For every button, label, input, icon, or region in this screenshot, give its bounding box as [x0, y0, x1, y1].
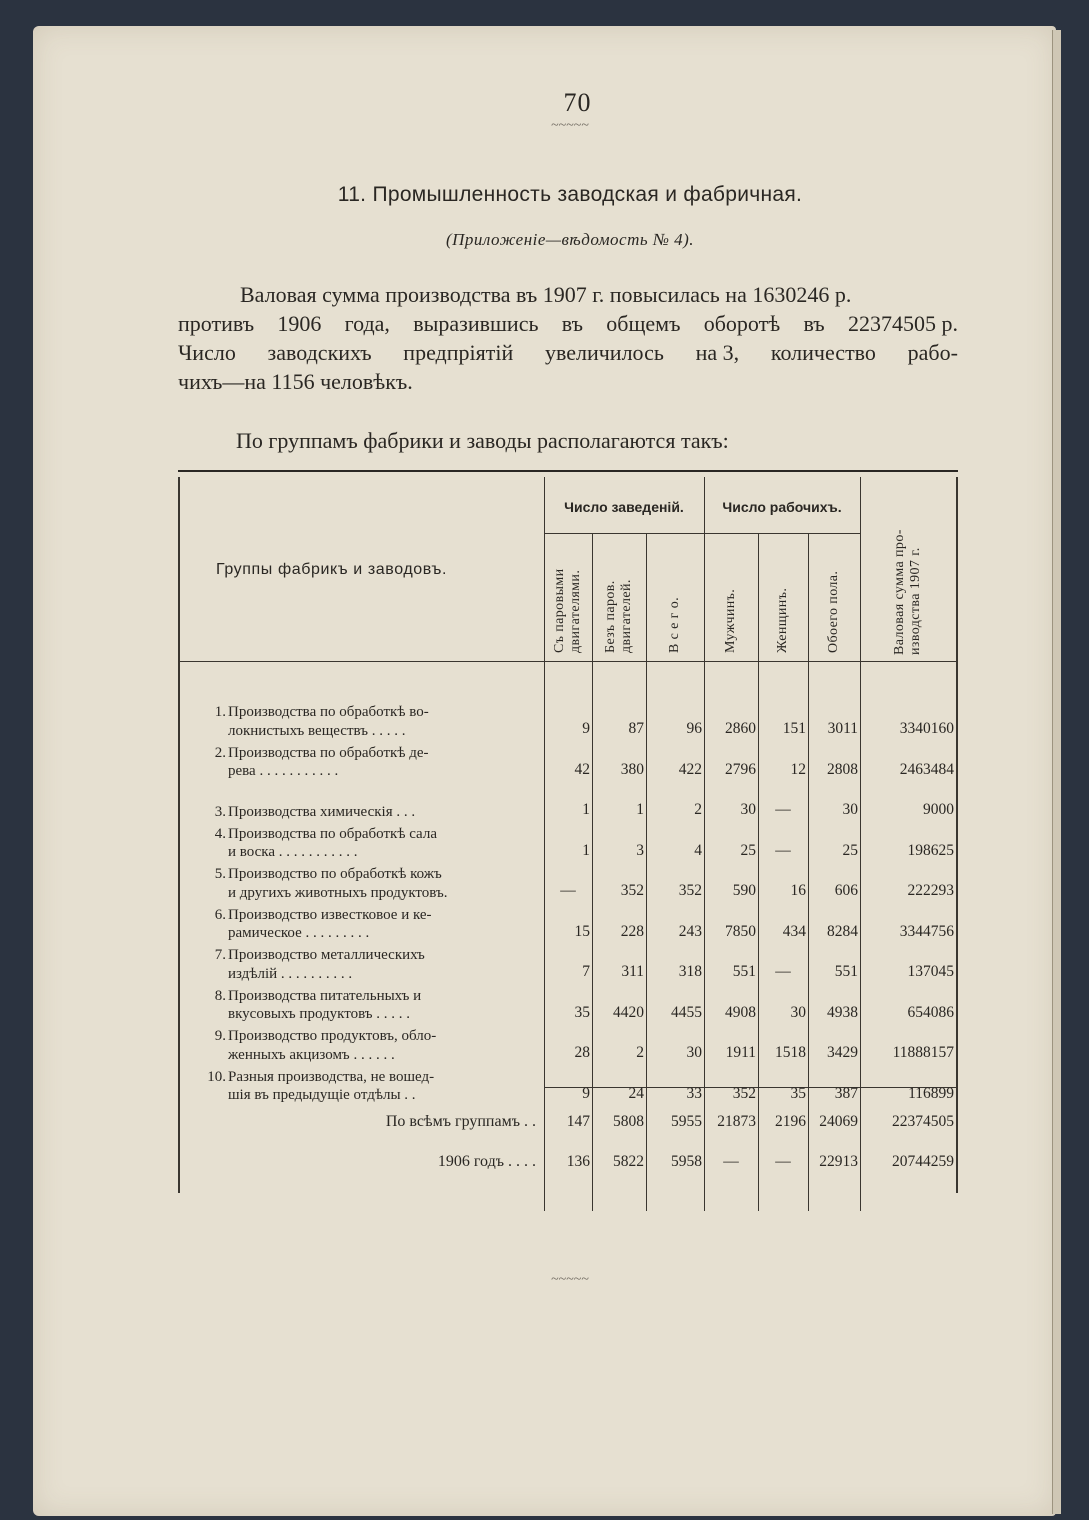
totals-cell: — [723, 1153, 739, 1170]
group-workers-header: Число рабочихъ. [722, 499, 842, 515]
row-header: Группы фабрикъ и заводовъ. [216, 561, 447, 578]
row-label-line: и воска . . . . . . . . . . . [228, 844, 358, 860]
table-cell: 4 [694, 841, 702, 859]
table-cell: 8284 [827, 922, 858, 940]
table-cell: 7 [582, 963, 590, 980]
table-cell: 590 [732, 882, 756, 899]
table-cell: 551 [834, 963, 858, 980]
table-cell: 116899 [908, 1084, 954, 1102]
table-cell: 15 [574, 922, 590, 940]
table-cell: 96 [686, 720, 702, 737]
table-cell: 606 [834, 882, 858, 899]
table-cell: 311 [621, 963, 644, 980]
paragraph-word: Число [178, 340, 236, 365]
table-cell: 4938 [827, 1003, 858, 1021]
table-cell: 87 [628, 720, 644, 737]
table-cell: 151 [782, 720, 806, 737]
table-cell: 1518 [775, 1044, 806, 1061]
table-cell: 30 [740, 801, 756, 818]
row-label-line: издѣлій . . . . . . . . . . [228, 965, 353, 982]
header-bottom-rule [178, 661, 958, 662]
totals-cell: 147 [566, 1113, 590, 1130]
totals-cell: 5958 [671, 1153, 702, 1170]
table-cell: 3344756 [899, 922, 954, 940]
table-cell: 1911 [725, 1044, 756, 1061]
row-number: 4. [214, 825, 226, 842]
row-label-line: Производства по обработкѣ де- [228, 744, 429, 761]
column-header: Валовая сумма про- изводства 1907 г. [892, 529, 923, 655]
table-cell: 3011 [827, 720, 858, 737]
column-header: В с е г о. [667, 596, 682, 653]
row-label-line: Производства по обработкѣ сала [228, 825, 437, 842]
top-ornament: ~~~~~ [551, 118, 589, 133]
paragraph-word: въ [803, 311, 825, 336]
column-header: Съ паровыми двигателями. [552, 568, 583, 653]
totals-cell: 136 [566, 1153, 590, 1170]
paragraph-word: выразившись [413, 311, 539, 336]
paragraph-word: общемъ [606, 311, 681, 336]
totals-cell: — [775, 1153, 791, 1170]
column-rule [808, 533, 809, 1211]
paragraph-line: чихъ—на 1156 человѣкъ. [178, 369, 413, 394]
table-cell: — [560, 882, 576, 899]
table-cell: 30 [842, 801, 858, 818]
table-cell: 1 [582, 801, 590, 818]
bottom-ornament: ~~~~~ [551, 1272, 589, 1287]
row-label-line: Производства питательныхъ и [228, 987, 422, 1004]
statistics-table [178, 477, 958, 1193]
paragraph-word: заводскихъ [267, 340, 372, 365]
table-cell: 2 [636, 1044, 644, 1061]
totals-cell: 21873 [717, 1113, 756, 1130]
column-header: Безъ паров. двигателей. [603, 579, 634, 653]
table-cell: 28 [574, 1044, 590, 1061]
paragraph-line [178, 338, 958, 367]
paragraph-word: предпріятій [403, 340, 514, 365]
table-cell: 222293 [907, 882, 954, 899]
row-number: 2. [214, 744, 226, 761]
row-number: 3. [214, 803, 226, 820]
table-cell: 11888157 [892, 1044, 954, 1061]
group-establishments-header: Число заведеній. [564, 499, 684, 515]
totals-cell: 5808 [613, 1113, 644, 1130]
row-label-line: рамическое . . . . . . . . . [228, 925, 370, 941]
table-cell: 3429 [827, 1044, 858, 1061]
table-top-rule [178, 470, 958, 472]
table-cell: 9 [582, 1084, 590, 1102]
row-number: 8. [214, 987, 226, 1004]
table-cell: 33 [686, 1084, 702, 1102]
paragraph-word: оборотѣ [703, 311, 781, 336]
column-rule [758, 533, 759, 1211]
table-cell: 16 [790, 882, 806, 899]
table-cell: 2860 [725, 720, 756, 737]
row-number: 7. [214, 947, 226, 963]
table-cell: — [775, 963, 791, 980]
column-header: Обоего пола. [826, 570, 841, 653]
table-cell: 198625 [907, 841, 954, 859]
table-left-border [178, 477, 180, 1193]
table-cell: 1 [636, 801, 644, 818]
table-cell: 352 [620, 882, 644, 899]
table-cell: 243 [678, 922, 702, 940]
paragraph-word: количество [770, 340, 876, 365]
table-cell: 352 [732, 1084, 756, 1102]
table-cell: 2796 [725, 760, 756, 778]
table-cell: 9 [582, 720, 590, 737]
row-label-line: шія въ предыдущіе отдѣлы . . [228, 1087, 416, 1103]
row-label-line: Производства по обработкѣ во- [228, 704, 429, 720]
row-label-line: вкусовыхъ продуктовъ . . . . . [228, 1006, 411, 1022]
table-cell: 2463484 [899, 760, 954, 778]
table-cell: 434 [782, 922, 806, 940]
paragraph-line [178, 309, 958, 338]
totals-cell: 5955 [671, 1113, 702, 1130]
paragraph-word: рабо- [907, 340, 958, 365]
table-cell: 228 [620, 922, 644, 940]
row-label-line: Производство по обработкѣ кожъ [228, 866, 442, 882]
row-number: 5. [214, 866, 226, 882]
table-cell: 30 [790, 1003, 806, 1021]
column-header: Мужчинъ. [723, 588, 738, 653]
row-label-line: Производство продуктовъ, обло- [228, 1028, 437, 1044]
row-label-line: женныхъ акцизомъ . . . . . . [228, 1046, 395, 1063]
row-label-line: Производство известковое и ке- [228, 906, 432, 923]
paragraph-word: на 3, [695, 340, 740, 365]
paragraph-line: Валовая сумма производства въ 1907 г. повысилась на 1630246 р. [240, 282, 852, 307]
column-header: Женщинъ. [775, 587, 790, 653]
totals-label: По всѣмъ группамъ . . [385, 1113, 536, 1130]
table-cell: 42 [574, 760, 590, 778]
table-cell: — [775, 841, 791, 859]
paragraph-word: 22374505 р. [847, 311, 958, 336]
paragraph-word: увеличилось [544, 340, 664, 365]
row-number: 9. [214, 1028, 226, 1044]
column-rule [592, 533, 593, 1211]
row-label-line: Производства химическія . . . [228, 803, 416, 820]
table-cell: 422 [678, 760, 702, 778]
table-cell: 35 [790, 1084, 806, 1102]
totals-cell: 22913 [819, 1153, 858, 1170]
table-cell: 25 [842, 841, 858, 859]
table-cell: 3340160 [899, 720, 954, 737]
paragraph-word: года, [344, 311, 390, 336]
totals-cell: 20744259 [892, 1153, 954, 1170]
paragraph-word: противъ [178, 311, 255, 336]
table-cell: 137045 [907, 963, 954, 980]
row-label-line: и другихъ животныхъ продуктовъ. [228, 884, 448, 901]
row-number: 6. [214, 906, 226, 923]
row-number: 10. [207, 1068, 226, 1085]
row-label-line: Производство металлическихъ [228, 947, 425, 963]
table-cell: 654086 [907, 1003, 954, 1021]
table-cell: 9000 [923, 801, 954, 818]
page-number: 70 [563, 88, 592, 117]
table-cell: 551 [732, 963, 756, 980]
table-cell: 4908 [725, 1003, 756, 1021]
totals-cell: 22374505 [892, 1113, 954, 1130]
table-cell: 7850 [725, 922, 756, 940]
table-cell: 12 [790, 760, 806, 778]
paragraph-word: въ [561, 311, 583, 336]
table-cell: 4455 [671, 1003, 702, 1021]
column-rule [646, 533, 647, 1211]
paragraph-word: 1906 [277, 311, 322, 336]
table-cell: 35 [574, 1003, 590, 1021]
totals-cell: 24069 [819, 1113, 858, 1130]
table-cell: 4420 [613, 1003, 644, 1021]
table-cell: — [775, 801, 791, 818]
row-label-line: Разныя производства, не вошед- [228, 1068, 435, 1085]
page-edge [1052, 30, 1061, 1514]
table-cell: 3 [636, 841, 644, 859]
table-cell: 30 [686, 1044, 702, 1061]
row-label-line: локнистыхъ веществъ . . . . . [228, 722, 406, 739]
table-cell: 24 [628, 1084, 644, 1102]
table-cell: 318 [678, 963, 702, 980]
totals-cell: 5822 [613, 1153, 644, 1170]
table-right-border [956, 477, 958, 1193]
section-title: 11. Промышленность заводская и фабричная. [337, 183, 803, 206]
table-intro: По группамъ фабрики и заводы располагаются такъ: [236, 428, 729, 453]
table-cell: 352 [678, 882, 702, 899]
table-cell: 1 [582, 841, 590, 859]
row-label-line: рева . . . . . . . . . . . [228, 763, 339, 779]
totals-cell: 2196 [775, 1113, 806, 1130]
table-cell: 25 [740, 841, 756, 859]
section-subtitle: (Приложеніе—вѣдомость № 4). [445, 230, 695, 249]
body-paragraph [178, 280, 958, 396]
table-cell: 2808 [827, 760, 858, 778]
table-cell: 2 [694, 801, 702, 818]
row-number: 1. [214, 704, 226, 720]
table-cell: 387 [834, 1084, 858, 1102]
table-cell: 380 [620, 760, 644, 778]
totals-label: 1906 годъ . . . . [437, 1153, 536, 1170]
